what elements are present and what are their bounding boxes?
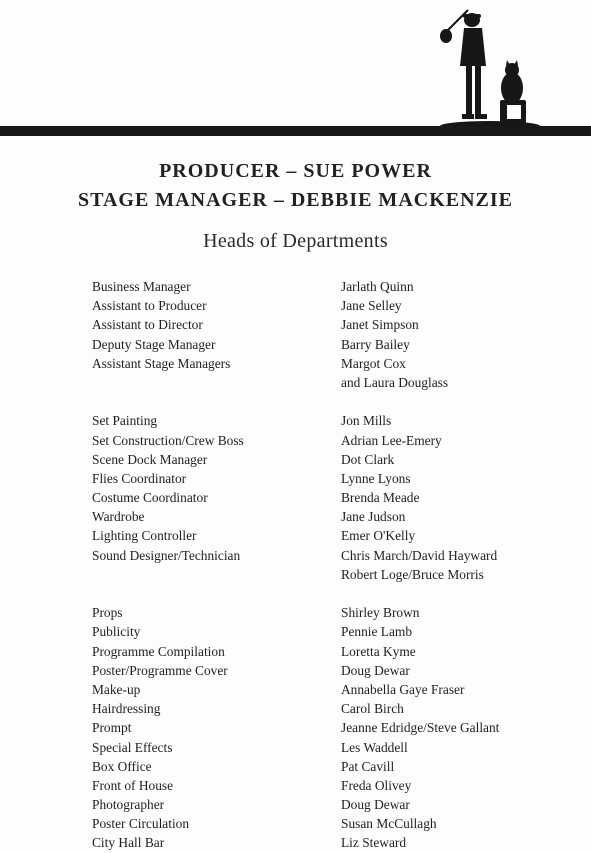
person-name: Margot Cox — [341, 355, 406, 371]
group-gap — [92, 584, 332, 603]
names-column — [341, 277, 591, 853]
stage-manager-credit: STAGE MANAGER – DEBBIE MACKENZIE — [77, 189, 514, 211]
person-name: Barry Bailey — [341, 336, 410, 352]
person-name: Chris March/David Hayward — [341, 547, 498, 563]
role-label: Set Painting — [92, 413, 158, 429]
role-label: Front of House — [92, 777, 174, 793]
role-label: Assistant Stage Managers — [92, 355, 231, 371]
role-label: Flies Coordinator — [92, 470, 187, 486]
person-name: Brenda Meade — [341, 490, 420, 506]
group-gap — [341, 392, 591, 411]
role-label: Poster Circulation — [92, 816, 190, 832]
person-name: and Laura Douglass — [341, 374, 449, 390]
role-label: Set Construction/Crew Boss — [92, 432, 244, 448]
role-label: Deputy Stage Manager — [92, 336, 216, 352]
role-label: Special Effects — [92, 739, 173, 755]
person-name: Pat Cavill — [341, 758, 395, 774]
person-name: Liz Steward — [341, 835, 407, 851]
person-name: Les Waddell — [341, 739, 408, 755]
silhouette-illustration — [438, 6, 542, 132]
person-name: Jane Selley — [341, 298, 402, 314]
person-name: Doug Dewar — [341, 797, 410, 813]
role-label: Lighting Controller — [92, 528, 197, 544]
person-name: Loretta Kyme — [341, 643, 416, 659]
role-label: Prompt — [92, 720, 132, 736]
person-name: Pennie Lamb — [341, 624, 413, 640]
role-label: Poster/Programme Cover — [92, 662, 228, 678]
person-name: Emer O'Kelly — [341, 528, 416, 544]
role-label: Assistant to Producer — [92, 298, 207, 314]
person-name: Jane Judson — [341, 509, 406, 525]
role-label: Box Office — [92, 758, 152, 774]
role-label: Make-up — [92, 681, 141, 697]
header-rule — [0, 126, 591, 136]
group-gap — [92, 392, 332, 411]
role-label: Scene Dock Manager — [92, 451, 208, 467]
person-name: Lynne Lyons — [341, 470, 411, 486]
role-label: Wardrobe — [92, 509, 145, 525]
person-name: Jon Mills — [341, 413, 392, 429]
person-name: Jarlath Quinn — [341, 279, 414, 294]
role-label: Sound Designer/Technician — [92, 547, 241, 563]
section-title: Heads of Departments — [203, 230, 388, 252]
role-label: Hairdressing — [92, 701, 161, 717]
person-name: Janet Simpson — [341, 317, 419, 333]
person-name: Freda Olivey — [341, 777, 412, 793]
person-name: Jeanne Edridge/Steve Gallant — [341, 720, 500, 736]
person-name: Carol Birch — [341, 701, 404, 717]
person-name: Doug Dewar — [341, 662, 410, 678]
role-label: Props — [92, 605, 123, 621]
role-label: City Hall Bar — [92, 835, 165, 851]
role-label: Assistant to Director — [92, 317, 203, 333]
role-label: Photographer — [92, 797, 165, 813]
roles-column — [92, 277, 332, 853]
producer-credit: PRODUCER – SUE POWER — [159, 160, 432, 182]
person-name: Adrian Lee-Emery — [341, 432, 442, 448]
role-label: Business Manager — [92, 279, 191, 294]
person-name: Susan McCullagh — [341, 816, 437, 832]
group-gap — [341, 584, 591, 603]
role-label: Programme Compilation — [92, 643, 225, 659]
person-name: Dot Clark — [341, 451, 395, 467]
person-name: Annabella Gaye Fraser — [341, 681, 465, 697]
role-label: Costume Coordinator — [92, 490, 208, 506]
role-label: Publicity — [92, 624, 141, 640]
person-name: Robert Loge/Bruce Morris — [341, 566, 484, 582]
person-name: Shirley Brown — [341, 605, 420, 621]
